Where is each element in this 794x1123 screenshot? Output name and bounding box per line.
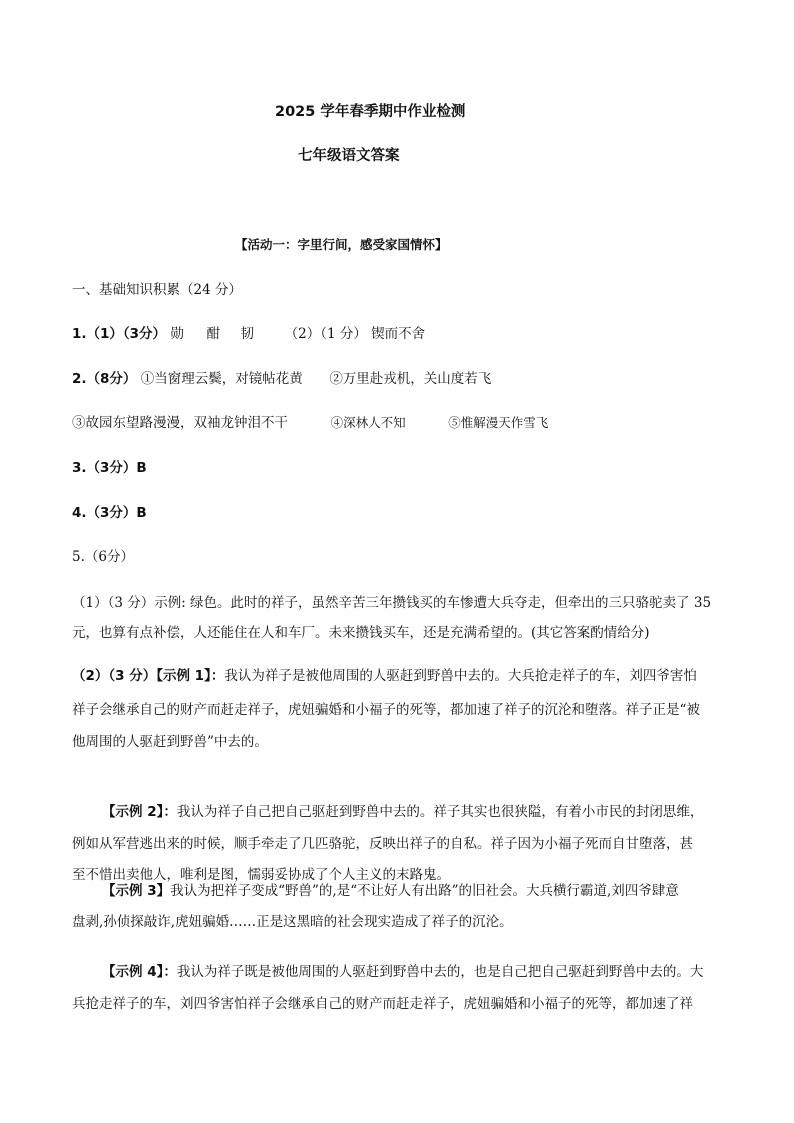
example-4-label: 【示例 4】： [102,964,177,980]
question-1-label: 1.（1）（3分） [72,326,167,342]
example-3-row-2: 盘剥,孙侦探敲诈,虎妞骗婚……正是这黑暗的社会现实造成了祥子的沉沦。 [72,914,513,930]
example-3-row-1 [102,882,679,900]
example-2-text: 我认为祥子自己把自己驱赶到野兽中去的。祥子其实也很狭隘，有着小市民的封闭思维， [176,804,704,820]
q5-part2-line-1 [72,667,697,685]
example-2-line-2: 例如从军营逃出来的时候，顺手牵走了几匹骆驼，反映出祥子的自私。祥子因为小福子死而自甘堕落，甚 [72,836,693,852]
q1-answer-1: 勋 [170,326,184,342]
q2-item-1: ①当窗理云鬓，对镜帖花黄 [140,371,303,387]
q5-part1-line-1: （1）（3 分）示例: 绿色。此时的祥子，虽然辛苦三年攒钱买的车惨遭大兵夺走，但牵出的三只骆驼卖了 35 [72,595,712,611]
q2-item-4: ④深林人不知 [330,415,406,430]
activity-heading: 【活动一：字里行间，感受家国情怀】 [235,237,448,252]
question-1-part2-label: （2）（1 分） [284,326,367,342]
example-3-text: 我认为把祥子变成“野兽”的,是“不让好人有出路”的旧社会。大兵横行霸道,刘四爷肆意 [170,883,679,899]
example-1-label: （2）（3 分）【示例 1】： [72,668,225,684]
q1-answer-2: 酣 [206,326,220,342]
question-1-part2-answer: 锲而不舍 [371,326,426,342]
document-title: 2025 学年春季期中作业检测 [275,104,466,120]
q5-part1-line-2: 元，也算有点补偿，人还能住在人和车厂。未来攒钱买车，还是充满希望的。(其它答案酌情给分) [72,625,650,641]
question-3: 3.（3分）B [72,460,147,476]
example-2-line-1 [102,803,703,821]
question-2-label: 2.（8分） [72,371,137,387]
section-heading: 一、基础知识积累（24 分） [72,282,242,298]
question-2-line-1 [72,370,491,388]
q2-item-2: ②万里赴戎机，关山度若飞 [329,371,492,387]
q5-part2-line-2: 祥子会继承自己的财产而赶走祥子，虎妞骗婚和小福子的死等，都加速了祥子的沉沦和堕落。祥子正是“被 [72,702,700,718]
q2-item-5: ⑤惟解漫天作雪飞 [448,415,549,430]
example-4-text: 我认为祥子既是被他周围的人驱赶到野兽中去的，也是自己把自己驱赶到野兽中去的。大 [176,964,704,980]
example-2-label: 【示例 2】： [102,804,177,820]
q1-answer-3: 韧 [240,326,255,342]
question-1 [72,325,425,343]
q2-item-3: ③故园东望路漫漫，双袖龙钟泪不干 [72,415,288,431]
example-3-label: 【示例 3】 [102,883,171,899]
document-subtitle: 七年级语文答案 [298,148,400,164]
example-1-text: 我认为祥子是被他周围的人驱赶到野兽中去的。大兵抢走祥子的车，刘四爷害怕 [224,668,697,684]
q5-part2-line-3: 他周围的人驱赶到野兽”中去的。 [72,734,268,750]
example-4-line-2: 兵抢走祥子的车，刘四爷害怕祥子会继承自己的财产而赶走祥子，虎妞骗婚和小福子的死等，都加速了祥 [72,996,693,1012]
question-2-line-2 [72,414,548,432]
example-4-line-1 [102,963,703,981]
example-2-line-3: 至不惜出卖他人，唯利是图，懦弱妥协成了个人主义的末路鬼。 [72,867,450,883]
question-5-label: 5.（6分） [72,549,134,565]
question-4: 4.（3分）B [72,505,147,521]
